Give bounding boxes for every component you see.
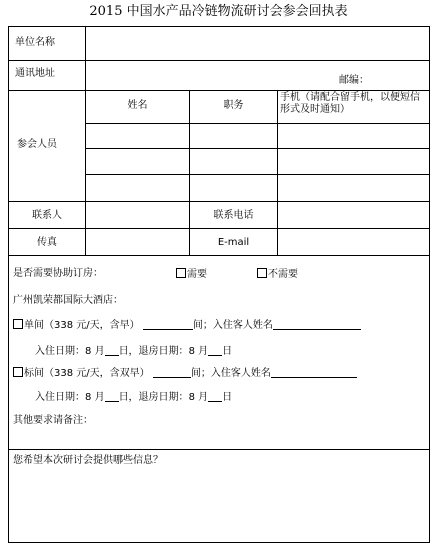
standard-room-count-field[interactable] <box>153 367 191 378</box>
attendee-name-cell[interactable] <box>87 150 188 173</box>
contact-person-field[interactable] <box>87 203 188 227</box>
attendees-label: 参会人员 <box>17 139 57 150</box>
attendee-position-cell[interactable] <box>191 125 276 147</box>
row-divider <box>9 201 429 202</box>
position-column-header: 职务 <box>223 100 244 111</box>
row-divider <box>85 123 429 124</box>
postcode-field[interactable] <box>371 62 428 89</box>
fax-field[interactable] <box>87 230 188 254</box>
standard-room-dates <box>35 391 232 404</box>
standard-room-label: 标间（338 元/天，含双早） <box>24 368 150 379</box>
row-divider <box>85 174 429 175</box>
single-room-checkbox[interactable] <box>13 319 23 329</box>
feedback-field[interactable] <box>11 471 427 541</box>
checkout-day-field[interactable] <box>208 391 222 402</box>
form-title: 2015 中国水产品冷链物流研讨会参会回执表 <box>89 4 348 19</box>
standard-room-suffix: 间；入住客人姓名 <box>190 368 271 379</box>
single-room-suffix: 间；入住客人姓名 <box>192 320 273 331</box>
checkout-label: 日，退房日期： <box>118 392 189 403</box>
day-label: 日 <box>222 346 233 357</box>
single-room-line <box>13 319 361 332</box>
standard-room-guest-field[interactable] <box>271 367 357 378</box>
attendee-phone-cell[interactable] <box>279 150 428 173</box>
checkin-day-field[interactable] <box>105 345 119 356</box>
checkin-day-field[interactable] <box>105 391 119 402</box>
checkout-label: 日，退房日期： <box>118 346 189 357</box>
other-requests-field[interactable] <box>103 411 427 445</box>
checkin-label: 入住日期： <box>35 392 85 403</box>
month-value: 8 <box>188 392 195 403</box>
checkbox[interactable] <box>176 268 186 278</box>
month-value: 8 <box>85 346 92 357</box>
address-field[interactable] <box>87 62 327 89</box>
attendee-name-cell[interactable] <box>87 176 188 200</box>
checkbox[interactable] <box>257 268 267 278</box>
attendee-phone-cell[interactable] <box>279 176 428 200</box>
row-divider <box>9 255 429 256</box>
option-no-label: 不需要 <box>268 269 298 280</box>
single-room-label: 单间（338 元/天，含早） <box>24 320 140 331</box>
row-divider <box>9 449 429 450</box>
month-label: 月 <box>198 346 209 357</box>
column-divider <box>189 90 190 255</box>
address-label: 通讯地址 <box>15 68 55 79</box>
phone-column-header: 手机（请配合留手机，以便短信形式及时通知） <box>280 92 420 115</box>
registration-form <box>8 26 430 543</box>
row-divider <box>9 228 429 229</box>
feedback-label: 您希望本次研讨会提供哪些信息？ <box>13 455 163 466</box>
contact-phone-label: 联系电话 <box>213 210 254 221</box>
month-label: 月 <box>94 392 105 403</box>
day-label: 日 <box>222 392 233 403</box>
checkin-label: 入住日期： <box>35 346 85 357</box>
booking-option-no[interactable] <box>257 268 298 281</box>
month-label: 月 <box>94 346 105 357</box>
month-value: 8 <box>85 392 92 403</box>
unit-name-label: 单位名称 <box>15 37 55 48</box>
email-field[interactable] <box>279 230 428 254</box>
row-divider <box>9 90 429 91</box>
row-divider <box>85 148 429 149</box>
option-yes-label: 需要 <box>187 269 207 280</box>
contact-phone-field[interactable] <box>279 203 428 227</box>
contact-person-label: 联系人 <box>32 210 62 221</box>
month-label: 月 <box>198 392 209 403</box>
standard-room-line <box>13 367 357 380</box>
attendee-phone-cell[interactable] <box>279 125 428 147</box>
attendee-name-cell[interactable] <box>87 125 188 147</box>
postcode-label: 邮编： <box>339 75 369 86</box>
attendee-position-cell[interactable] <box>191 176 276 200</box>
attendee-position-cell[interactable] <box>191 150 276 173</box>
month-value: 8 <box>188 346 195 357</box>
other-requests-label: 其他要求请备注： <box>13 415 93 426</box>
single-room-guest-field[interactable] <box>273 319 361 330</box>
standard-room-checkbox[interactable] <box>13 367 23 377</box>
single-room-dates <box>35 345 232 358</box>
email-label: E-mail <box>217 237 250 248</box>
hotel-name: 广州凯荣都国际大酒店： <box>13 295 123 306</box>
booking-question: 是否需要协助订房： <box>13 268 103 279</box>
fax-label: 传真 <box>37 237 57 248</box>
row-divider <box>9 60 429 61</box>
booking-option-yes[interactable] <box>176 268 207 281</box>
unit-name-field[interactable] <box>87 28 428 59</box>
name-column-header: 姓名 <box>127 100 148 111</box>
column-divider <box>85 27 86 255</box>
checkout-day-field[interactable] <box>208 345 222 356</box>
single-room-count-field[interactable] <box>143 319 193 330</box>
column-divider <box>277 90 278 255</box>
